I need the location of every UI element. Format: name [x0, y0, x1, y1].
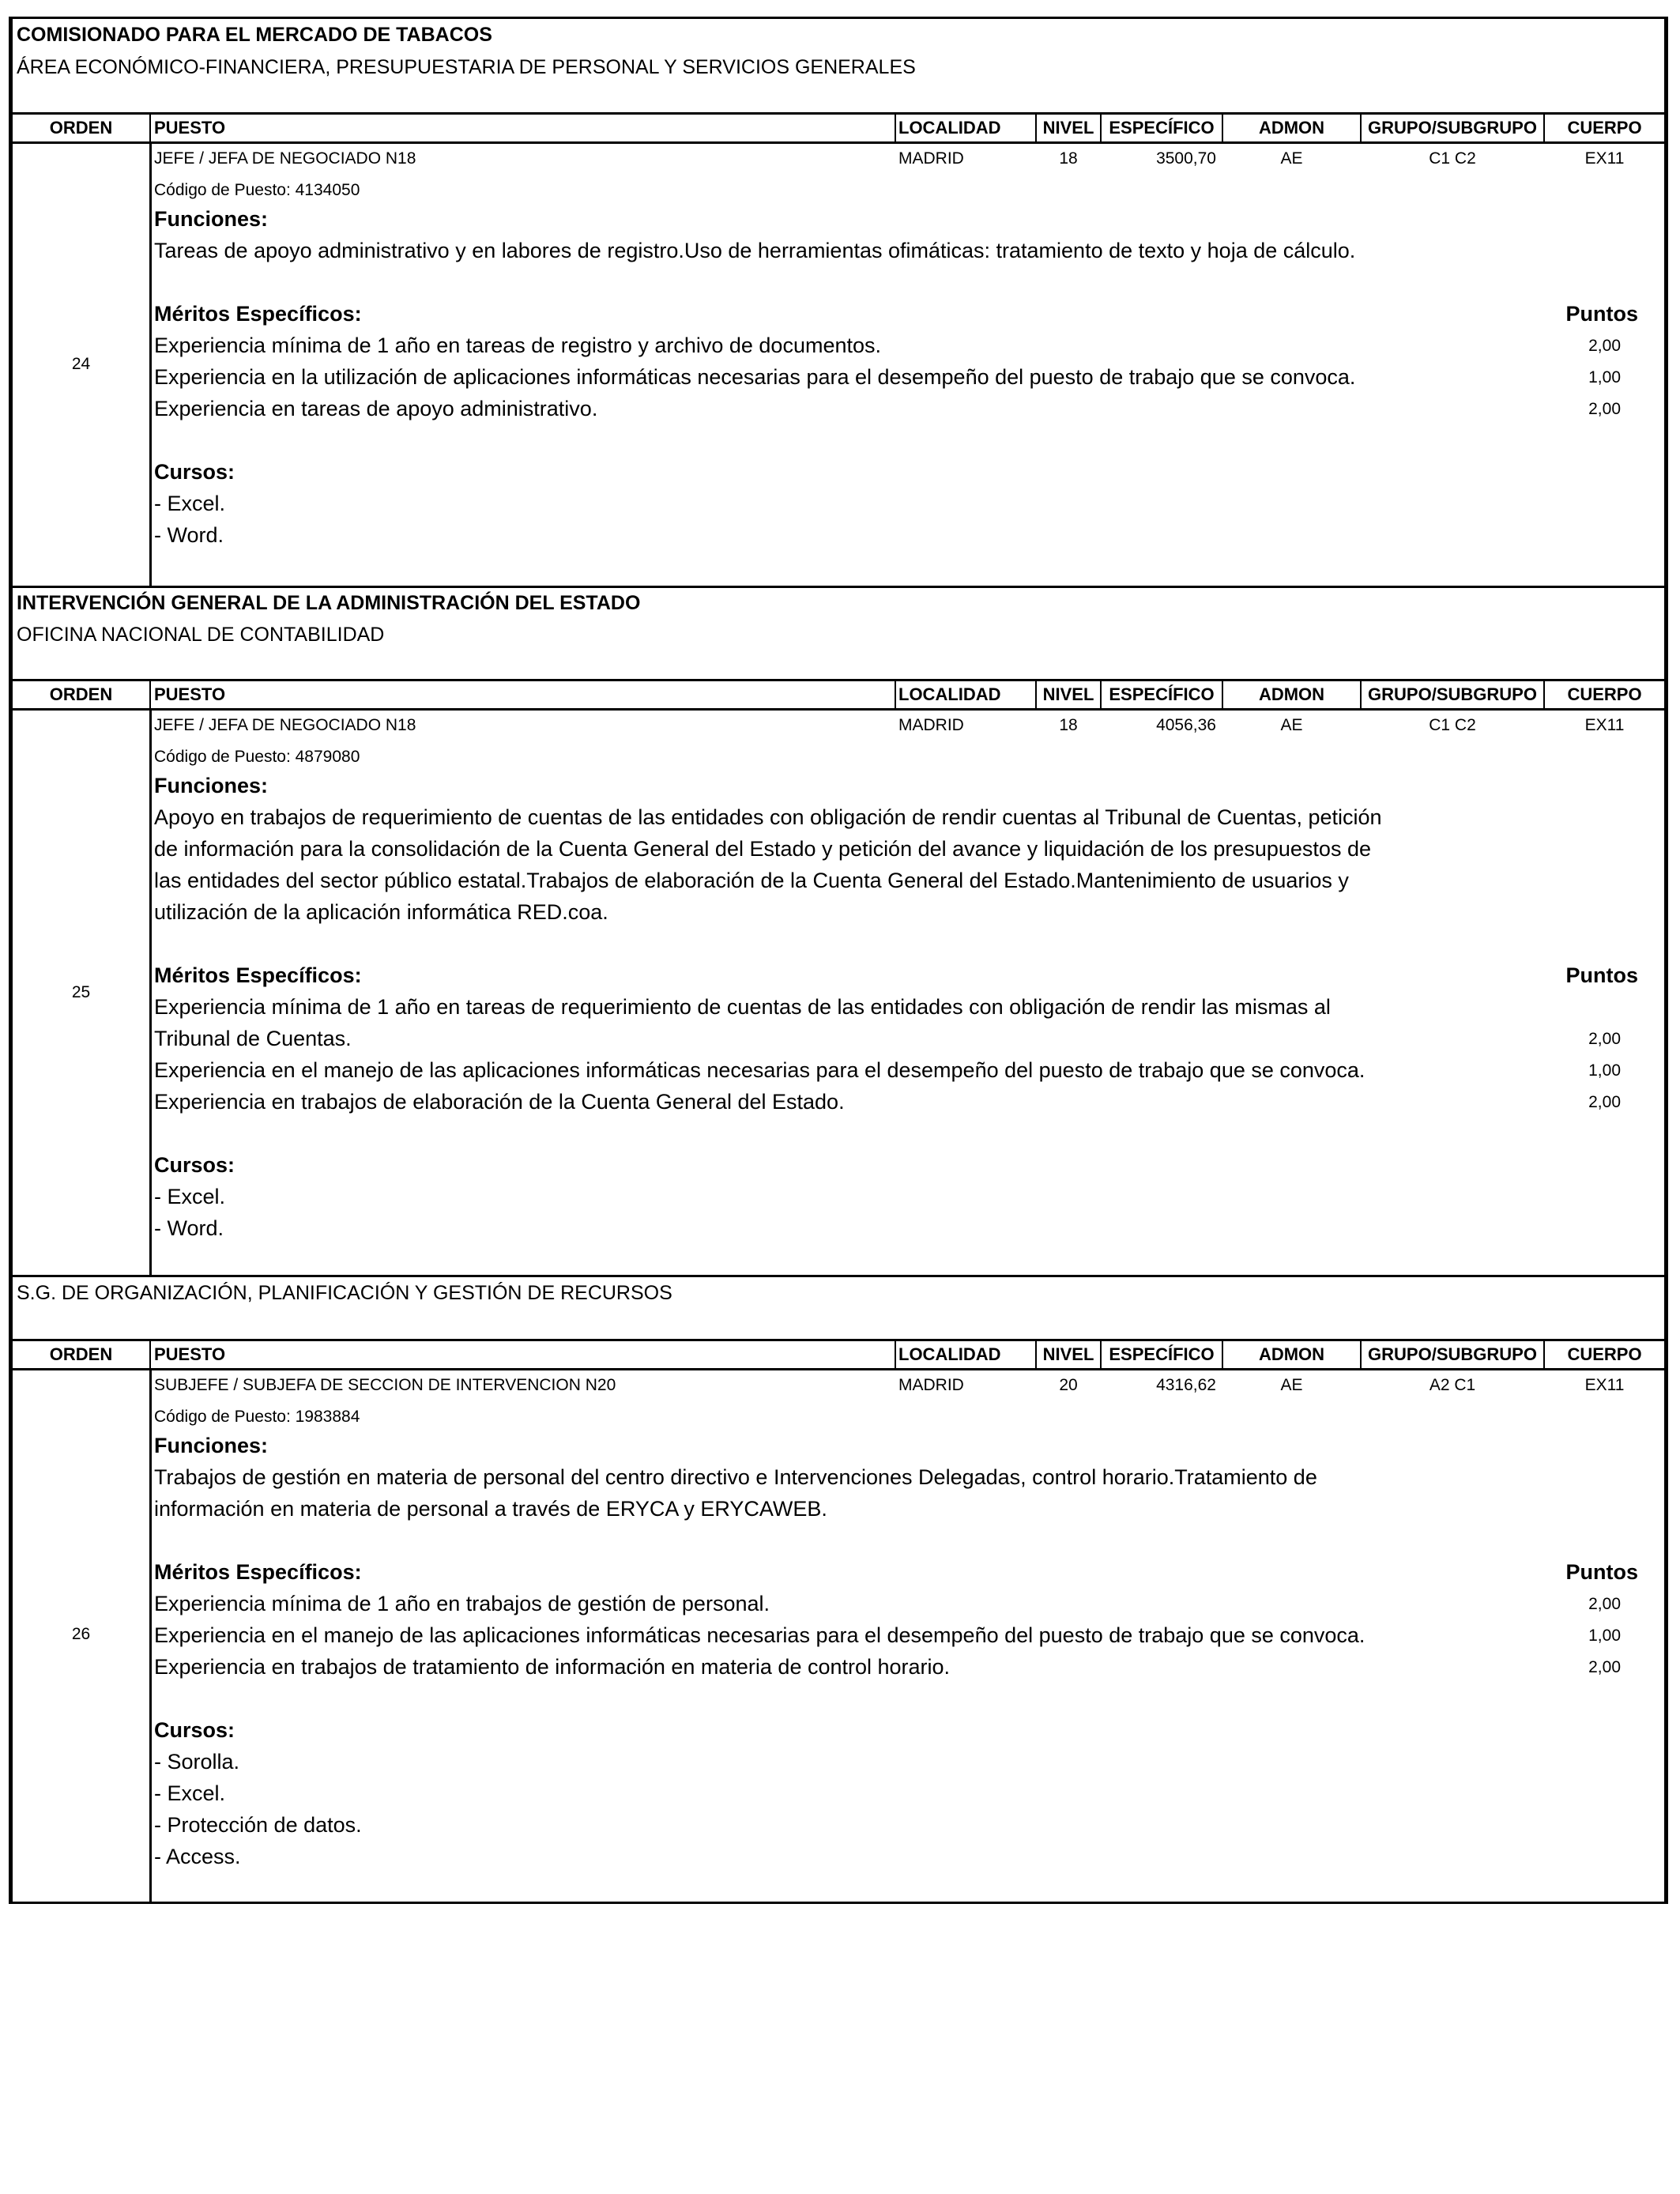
merito-line: Tribunal de Cuentas. — [154, 1027, 352, 1050]
funciones-line: Tareas de apoyo administrativo y en labores de registro.Uso de herramientas ofimáticas: tratamiento de texto y hoja de cálculo. — [154, 239, 1356, 262]
header-grupo: GRUPO/SUBGRUPO — [1368, 1344, 1537, 1364]
header-admon: ADMON — [1258, 1344, 1325, 1364]
funciones-line: Apoyo en trabajos de requerimiento de cuentas de las entidades con obligación de rendir cuentas al Tribunal de Cuentas, petición — [154, 805, 1382, 829]
funciones-line: las entidades del sector público estatal.Trabajos de elaboración de la Cuenta General del Estado.Mantenimiento de usuarios y — [154, 869, 1349, 892]
header-divider — [1035, 115, 1037, 141]
section-comisionado — [13, 19, 1664, 588]
cuerpo-value: EX11 — [1584, 1376, 1625, 1394]
funciones-line: Trabajos de gestión en materia de personal del centro directivo e Intervenciones Delegadas, control horario.Tratamiento de — [154, 1465, 1317, 1489]
header-divider — [1543, 115, 1545, 141]
curso-item: - Protección de datos. — [154, 1813, 362, 1837]
nivel-value: 18 — [1059, 716, 1078, 734]
header-especifico: ESPECÍFICO — [1109, 1344, 1215, 1364]
admon-value: AE — [1280, 716, 1303, 734]
grupo-value: C1 C2 — [1429, 149, 1476, 168]
header-orden: ORDEN — [49, 684, 113, 704]
curso-item: - Excel. — [154, 492, 226, 515]
department-title: COMISIONADO PARA EL MERCADO DE TABACOS — [17, 24, 492, 46]
position-row — [13, 711, 1664, 1275]
header-divider — [1222, 115, 1223, 141]
header-nivel: NIVEL — [1042, 1344, 1094, 1364]
department-title: S.G. DE ORGANIZACIÓN, PLANIFICACIÓN Y GESTIÓN DE RECURSOS — [17, 1282, 672, 1304]
merito-line: Experiencia en tareas de apoyo administrativo. — [154, 397, 598, 420]
header-puesto: PUESTO — [154, 118, 226, 138]
header-nivel: NIVEL — [1042, 118, 1094, 138]
funciones-label: Funciones: — [154, 774, 269, 797]
header-localidad: LOCALIDAD — [898, 118, 1001, 138]
codigo-puesto: Código de Puesto: 1983884 — [154, 1408, 360, 1426]
funciones-line: información en materia de personal a través de ERYCA y ERYCAWEB. — [154, 1497, 827, 1521]
column-header-row — [13, 679, 1664, 711]
cursos-label: Cursos: — [154, 1153, 235, 1177]
header-cuerpo: CUERPO — [1567, 684, 1642, 704]
position-row — [13, 1370, 1664, 1902]
puesto-value: JEFE / JEFA DE NEGOCIADO N18 — [154, 149, 416, 168]
header-divider — [895, 681, 896, 708]
department-subtitle: OFICINA NACIONAL DE CONTABILIDAD — [17, 624, 385, 646]
header-especifico: ESPECÍFICO — [1109, 684, 1215, 704]
document-table — [9, 17, 1668, 1904]
grupo-value: A2 C1 — [1429, 1376, 1476, 1394]
admon-value: AE — [1280, 149, 1303, 168]
merito-line: Experiencia mínima de 1 año en tareas de registro y archivo de documentos. — [154, 334, 882, 357]
header-orden: ORDEN — [49, 1344, 113, 1364]
nivel-value: 18 — [1059, 149, 1078, 168]
header-grupo: GRUPO/SUBGRUPO — [1368, 118, 1537, 138]
puntos-header: Puntos — [1565, 1560, 1638, 1584]
header-localidad: LOCALIDAD — [898, 1344, 1001, 1364]
header-cuerpo: CUERPO — [1567, 1344, 1642, 1364]
header-divider — [895, 1341, 896, 1368]
orden-value: 25 — [71, 982, 91, 1001]
curso-item: - Access. — [154, 1845, 241, 1868]
header-orden: ORDEN — [49, 118, 113, 138]
nivel-value: 20 — [1059, 1376, 1078, 1394]
merito-line: Experiencia en el manejo de las aplicaciones informáticas necesarias para el desempeño del puesto de trabajo que se convoca. — [154, 1623, 1365, 1647]
header-grupo: GRUPO/SUBGRUPO — [1368, 684, 1537, 704]
cuerpo-value: EX11 — [1584, 716, 1625, 734]
cursos-label: Cursos: — [154, 1718, 235, 1742]
merito-puntos: 2,00 — [1588, 400, 1621, 418]
especifico-value: 3500,70 — [1156, 149, 1216, 168]
curso-item: - Word. — [154, 1216, 224, 1240]
header-puesto: PUESTO — [154, 1344, 226, 1364]
header-divider — [1360, 115, 1362, 141]
funciones-label: Funciones: — [154, 1434, 269, 1457]
header-divider — [1222, 1341, 1223, 1368]
cuerpo-value: EX11 — [1584, 149, 1625, 168]
admon-value: AE — [1280, 1376, 1303, 1394]
merito-line: Experiencia en la utilización de aplicaciones informáticas necesarias para el desempeño del puesto de trabajo que se convoca. — [154, 365, 1356, 389]
merito-puntos: 1,00 — [1588, 368, 1621, 386]
grupo-value: C1 C2 — [1429, 716, 1476, 734]
header-puesto: PUESTO — [154, 684, 226, 704]
merito-line: Experiencia en trabajos de tratamiento de información en materia de control horario. — [154, 1655, 951, 1679]
codigo-puesto: Código de Puesto: 4879080 — [154, 748, 360, 766]
puesto-value: JEFE / JEFA DE NEGOCIADO N18 — [154, 716, 416, 734]
curso-item: - Excel. — [154, 1781, 226, 1805]
header-divider — [1360, 681, 1362, 708]
department-title: INTERVENCIÓN GENERAL DE LA ADMINISTRACIÓN DEL ESTADO — [17, 592, 641, 614]
meritos-label: Méritos Específicos: — [154, 302, 362, 326]
merito-puntos: 1,00 — [1588, 1627, 1621, 1645]
funciones-line: de información para la consolidación de la Cuenta General del Estado y petición del avance y liquidación de los presupuestos de — [154, 837, 1371, 861]
localidad-value: MADRID — [898, 149, 964, 168]
puntos-header: Puntos — [1565, 302, 1638, 326]
section-sg-organizacion — [13, 1277, 1664, 1902]
orden-value: 24 — [71, 355, 91, 373]
especifico-value: 4056,36 — [1156, 716, 1216, 734]
orden-value: 26 — [71, 1625, 91, 1643]
merito-line: Experiencia mínima de 1 año en trabajos de gestión de personal. — [154, 1592, 770, 1615]
header-divider — [1100, 1341, 1102, 1368]
especifico-value: 4316,62 — [1156, 1376, 1216, 1394]
merito-puntos: 2,00 — [1588, 337, 1621, 355]
curso-item: - Word. — [154, 523, 224, 547]
localidad-value: MADRID — [898, 1376, 964, 1394]
orden-cell — [13, 1370, 152, 1902]
curso-item: - Excel. — [154, 1185, 226, 1208]
header-divider — [1543, 681, 1545, 708]
header-localidad: LOCALIDAD — [898, 684, 1001, 704]
codigo-puesto: Código de Puesto: 4134050 — [154, 181, 360, 199]
merito-puntos: 2,00 — [1588, 1030, 1621, 1048]
header-divider — [1360, 1341, 1362, 1368]
cursos-label: Cursos: — [154, 460, 235, 484]
header-divider — [1543, 1341, 1545, 1368]
header-nivel: NIVEL — [1042, 684, 1094, 704]
funciones-label: Funciones: — [154, 207, 269, 231]
orden-cell — [13, 144, 152, 586]
orden-cell — [13, 711, 152, 1275]
section-intervencion — [13, 588, 1664, 1277]
merito-puntos: 2,00 — [1588, 1595, 1621, 1613]
department-subtitle: ÁREA ECONÓMICO-FINANCIERA, PRESUPUESTARIA DE PERSONAL Y SERVICIOS GENERALES — [17, 56, 916, 78]
puntos-header: Puntos — [1565, 963, 1638, 987]
puesto-value: SUBJEFE / SUBJEFA DE SECCION DE INTERVENCION N20 — [154, 1376, 616, 1394]
header-admon: ADMON — [1258, 118, 1325, 138]
curso-item: - Sorolla. — [154, 1750, 240, 1774]
header-divider — [1222, 681, 1223, 708]
header-divider — [149, 1341, 151, 1368]
header-divider — [1100, 115, 1102, 141]
funciones-line: utilización de la aplicación informática RED.coa. — [154, 900, 608, 924]
header-divider — [1035, 1341, 1037, 1368]
column-header-row — [13, 1339, 1664, 1370]
header-admon: ADMON — [1258, 684, 1325, 704]
header-divider — [895, 115, 896, 141]
merito-line: Experiencia en el manejo de las aplicaciones informáticas necesarias para el desempeño del puesto de trabajo que se convoca. — [154, 1058, 1365, 1082]
merito-line: Experiencia mínima de 1 año en tareas de requerimiento de cuentas de las entidades con obligación de rendir las mismas al — [154, 995, 1331, 1019]
header-divider — [149, 115, 151, 141]
merito-puntos: 2,00 — [1588, 1093, 1621, 1111]
merito-line: Experiencia en trabajos de elaboración de la Cuenta General del Estado. — [154, 1090, 845, 1114]
merito-puntos: 2,00 — [1588, 1658, 1621, 1676]
meritos-label: Méritos Específicos: — [154, 963, 362, 987]
header-divider — [1100, 681, 1102, 708]
column-header-row — [13, 112, 1664, 144]
header-especifico: ESPECÍFICO — [1109, 118, 1215, 138]
localidad-value: MADRID — [898, 716, 964, 734]
header-cuerpo: CUERPO — [1567, 118, 1642, 138]
merito-puntos: 1,00 — [1588, 1061, 1621, 1080]
meritos-label: Méritos Específicos: — [154, 1560, 362, 1584]
position-row — [13, 144, 1664, 586]
header-divider — [149, 681, 151, 708]
header-divider — [1035, 681, 1037, 708]
